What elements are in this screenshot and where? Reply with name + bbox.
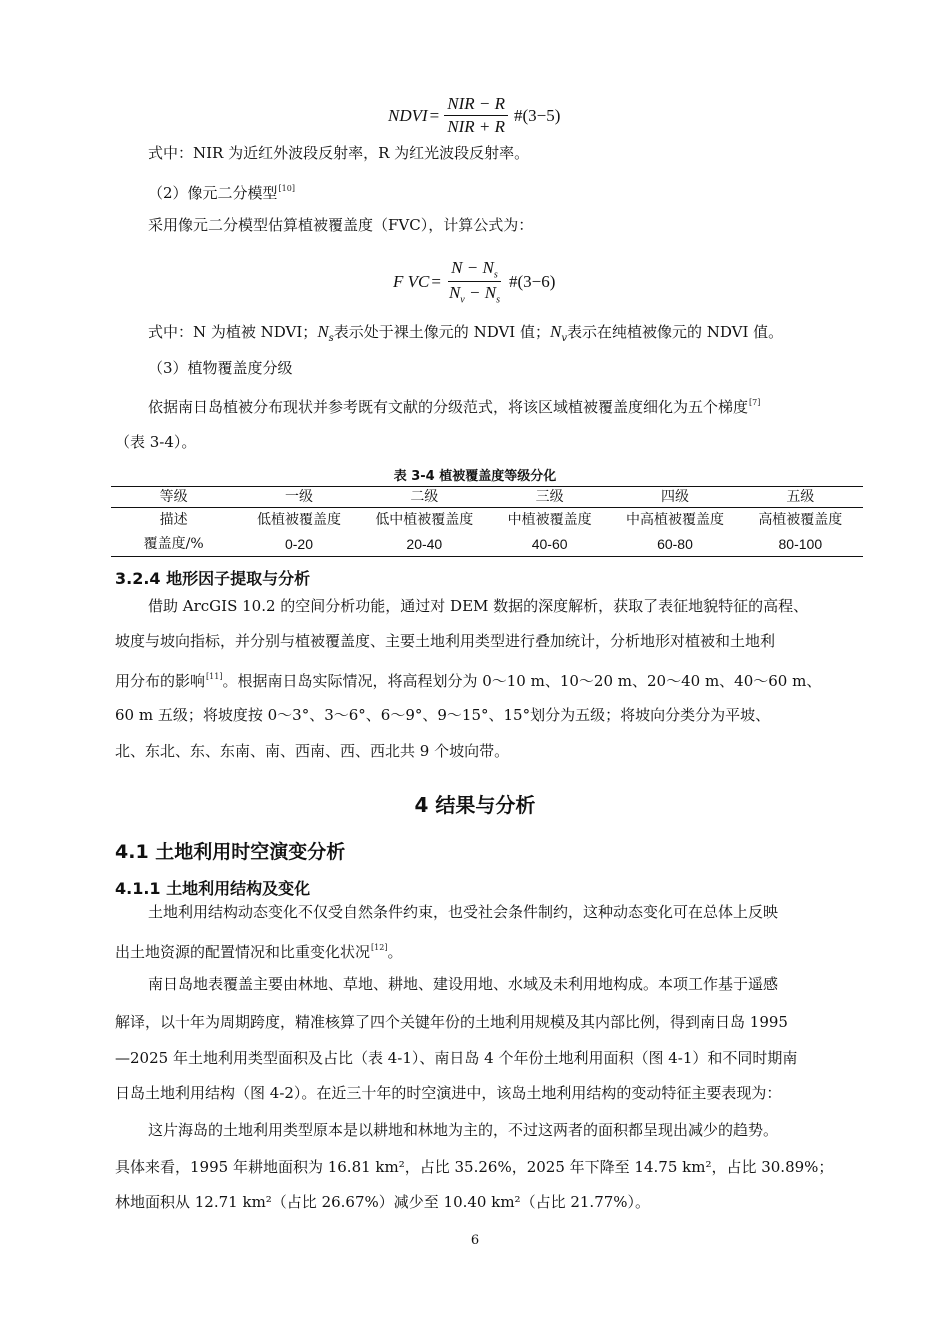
trend-paragraph-line: 这片海岛的土地利用类型原本是以耕地和林地为主的，不过这两者的面积都呈现出减少的趋势。 <box>148 1121 779 1139</box>
trend-paragraph-line: 具体来看，1995 年耕地面积为 16.81 km²，占比 35.26%，2025 年下降至 14.75 km²，占比 30.89%； <box>115 1158 834 1176</box>
table-cell: 低植被覆盖度 <box>256 512 341 528</box>
terrain-paragraph-line: 坡度与坡向指标，并分别与植被覆盖度、主要土地利用类型进行叠加统计，分析地形对植被和土地利 <box>115 632 776 650</box>
section-heading-grading: （3）植物覆盖度分级 <box>148 359 293 377</box>
grading-paragraph-line: （表 3-4）。 <box>115 433 197 451</box>
table-cell: 中高植被覆盖度 <box>625 512 724 528</box>
formula-denominator: NIR + R <box>447 117 506 136</box>
formula-numerator: $N - N_s$ <box>448 258 501 282</box>
table-cell: 二级 <box>362 487 487 508</box>
table-cell: 描述 <box>159 512 188 528</box>
table-row <box>111 508 863 533</box>
terrain-paragraph-line: 60 m 五级；将坡度按 0～3°、3～6°、6～9°、9～15°、15°划分为五级；将坡向分类分为平坡、 <box>115 706 771 724</box>
table-cell: 20-40 <box>362 532 487 557</box>
terrain-paragraph-line: 北、东北、东、东南、南、西南、西、西北共 9 个坡向带。 <box>115 742 510 760</box>
table-cell: 等级 <box>111 487 236 508</box>
table-row <box>111 532 863 557</box>
table-cell: 高植被覆盖度 <box>758 512 843 528</box>
subsection-heading: 3.2.4 地形因子提取与分析 <box>115 569 311 588</box>
table-cell: 60-80 <box>612 532 737 557</box>
table-row <box>111 487 863 508</box>
cover-paragraph-line: 日岛土地利用结构（图 4-2）。在近三十年的时空演进中，该岛土地利用结构的变动特征主要表现为： <box>115 1084 782 1102</box>
formula-lhs: NDVI <box>388 105 428 125</box>
section-heading: 4.1 土地利用时空演变分析 <box>115 841 346 863</box>
table-cell: 一级 <box>236 487 361 508</box>
citation-ref: [7] <box>749 398 761 407</box>
fvc-note: 式中：N 为植被 NDVI；$N_s$表示处于裸土像元的 NDVI 值；$N_v$表示在纯植被像元的 NDVI 值。 <box>148 322 784 344</box>
formula-equals: = <box>429 105 440 125</box>
formula-equals: = <box>431 271 441 291</box>
table-cell: 0-20 <box>236 532 361 557</box>
ndvi-note: 式中：NIR 为近红外波段反射率，R 为红光波段反射率。 <box>148 144 530 162</box>
section-heading-text: （2）像元二分模型 <box>148 184 278 202</box>
cover-paragraph-line: 解译，以十年为周期跨度，精准核算了四个关键年份的土地利用规模及其内部比例，得到南日岛 1995 <box>115 1013 788 1031</box>
table-caption: 表 3-4 植被覆盖度等级分化 <box>393 469 557 484</box>
table-cell: 80-100 <box>738 532 863 557</box>
table-cell: 低中植被覆盖度 <box>375 512 474 528</box>
table-cell: 三级 <box>487 487 612 508</box>
table-cell: 40-60 <box>487 532 612 557</box>
structure-paragraph-line: 土地利用结构动态变化不仅受自然条件约束，也受社会条件制约，这种动态变化可在总体上反映 <box>148 903 779 921</box>
citation-ref: [11] <box>206 672 223 681</box>
vegetation-grade-table <box>111 486 863 557</box>
structure-paragraph-line: 出土地资源的配置情况和比重变化状况[12]。 <box>115 943 403 961</box>
formula-ndvi <box>388 94 560 137</box>
trend-paragraph-line: 林地面积从 12.71 km²（占比 26.67%）减少至 10.40 km²（占比 21.77%）。 <box>115 1193 651 1211</box>
section-heading-pixel-model <box>148 179 295 203</box>
formula-lhs: F VC <box>393 271 430 291</box>
terrain-paragraph-line: 用分布的影响[11]。根据南日岛实际情况，将高程划分为 0～10 m、10～20 m、20～40 m、40～60 m、 <box>115 672 822 690</box>
formula-fraction <box>446 258 503 306</box>
page-number: 6 <box>470 1233 480 1248</box>
table-cell: 覆盖度/% <box>111 532 236 557</box>
formula-denominator: $N_v - N_s$ <box>448 283 500 306</box>
formula-fraction <box>444 94 508 137</box>
table-cell: 五级 <box>738 487 863 508</box>
subsection-heading: 4.1.1 土地利用结构及变化 <box>115 879 311 898</box>
cover-paragraph-line: 南日岛地表覆盖主要由林地、草地、耕地、建设用地、水域及未利用地构成。本项工作基于遥感 <box>148 975 779 993</box>
chapter-title: 4 结果与分析 <box>414 793 536 817</box>
terrain-paragraph-line: 借助 ArcGIS 10.2 的空间分析功能，通过对 DEM 数据的深度解析，获取了表征地貌特征的高程、 <box>148 597 809 615</box>
grading-paragraph-line: 依据南日岛植被分布现状并参考既有文献的分级范式，将该区域植被覆盖度细化为五个梯度[7] <box>148 398 761 416</box>
formula-tag: #(3−6) <box>508 271 556 291</box>
table-cell: 四级 <box>612 487 737 508</box>
fvc-intro: 采用像元二分模型估算植被覆盖度（FVC），计算公式为： <box>148 216 534 234</box>
cover-paragraph-line: —2025 年土地利用类型面积及占比（表 4-1）、南日岛 4 个年份土地利用面积（图 4-1）和不同时期南 <box>115 1049 798 1067</box>
citation-ref: [12] <box>371 943 388 952</box>
table-cell: 中植被覆盖度 <box>507 512 592 528</box>
formula-numerator: NIR − R <box>444 94 508 116</box>
citation-ref: [10] <box>278 184 295 193</box>
formula-tag: #(3−5) <box>514 105 561 125</box>
formula-fvc <box>393 258 555 306</box>
